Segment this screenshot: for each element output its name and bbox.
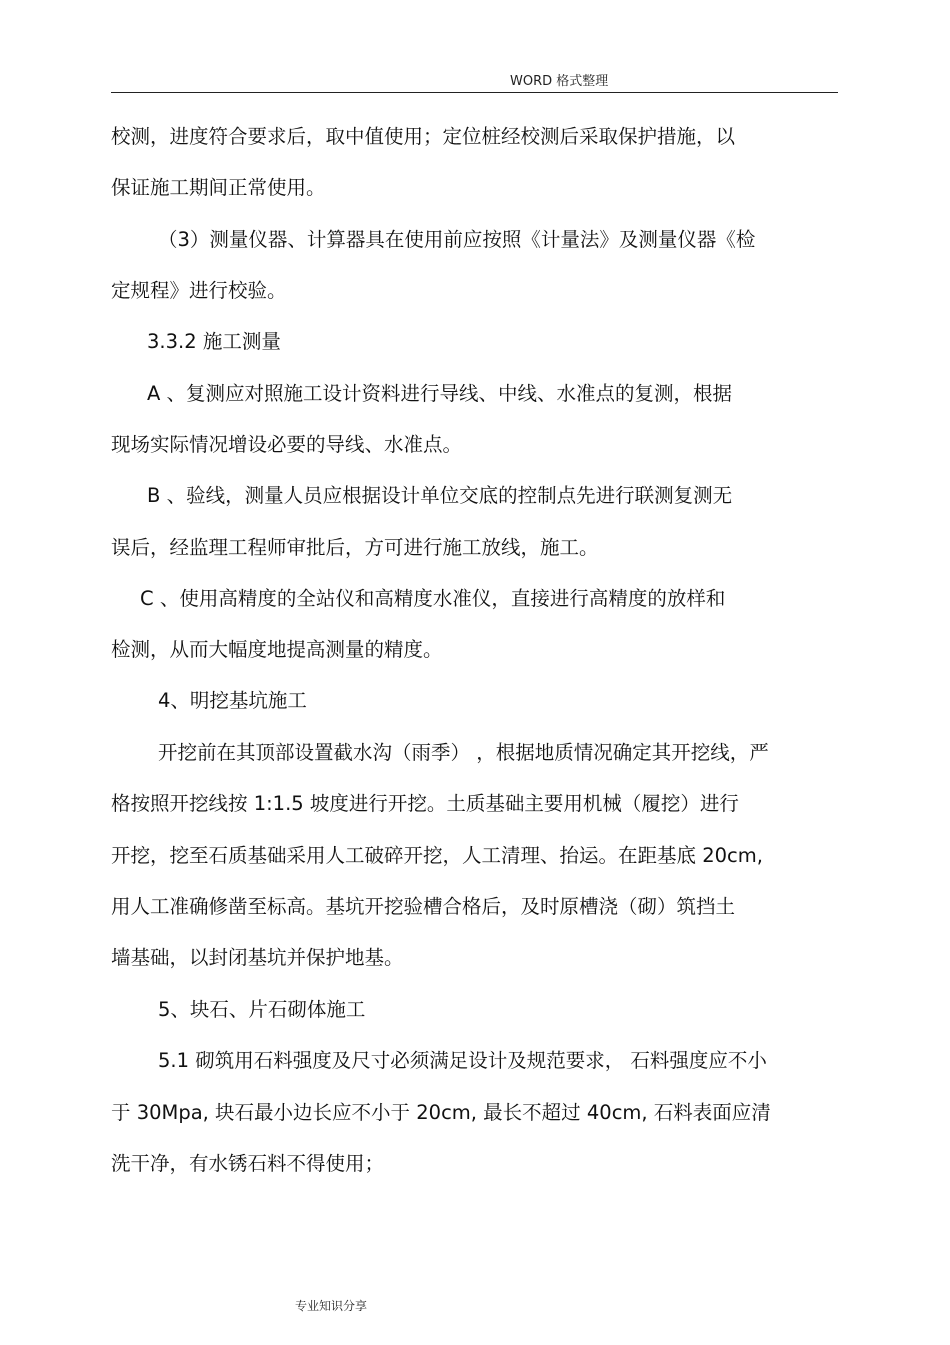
- text-line: 误后，经监理工程师审批后，方可进行施工放线，施工。: [111, 536, 599, 559]
- header-divider: [111, 92, 838, 93]
- text-line: 开挖，挖至石质基础采用人工破碎开挖，人工清理、抬运。在距基底 20cm,: [111, 844, 763, 867]
- page-footer: 专业知识分享: [295, 1299, 368, 1313]
- text-line: 用人工准确修凿至标高。基坑开挖验槽合格后，及时原槽浇（砌）筑挡土: [111, 895, 736, 918]
- text-line: A 、复测应对照施工设计资料进行导线、中线、水准点的复测，根据: [147, 382, 733, 405]
- text-line: （3）测量仪器、计算器具在使用前应按照《计量法》及测量仪器《检: [158, 228, 756, 251]
- text-line: 检测，从而大幅度地提高测量的精度。: [111, 638, 443, 661]
- text-line: 开挖前在其顶部设置截水沟（雨季） ，根据地质情况确定其开挖线，严: [158, 741, 769, 764]
- text-line: 现场实际情况增设必要的导线、水准点。: [111, 433, 463, 456]
- text-line: 5.1 砌筑用石料强度及尺寸必须满足设计及规范要求， 石料强度应不小: [158, 1049, 767, 1072]
- text-line: 墙基础，以封闭基坑并保护地基。: [111, 946, 404, 969]
- section-heading: 5、块石、片石砌体施工: [158, 998, 366, 1021]
- text-line: 格按照开挖线按 1:1.5 坡度进行开挖。土质基础主要用机械（履挖）进行: [111, 792, 739, 815]
- text-line: B 、验线，测量人员应根据设计单位交底的控制点先进行联测复测无: [147, 484, 733, 507]
- text-line: 校测，进度符合要求后，取中值使用；定位桩经校测后采取保护措施，以: [111, 125, 736, 148]
- text-line: 洗干净，有水锈石料不得使用；: [111, 1152, 385, 1175]
- text-line: C 、使用高精度的全站仪和高精度水准仪，直接进行高精度的放样和: [140, 587, 726, 610]
- section-heading: 4、明挖基坑施工: [158, 689, 307, 712]
- text-line: 保证施工期间正常使用。: [111, 176, 326, 199]
- text-line: 定规程》进行校验。: [111, 279, 287, 302]
- section-heading: 3.3.2 施工测量: [147, 330, 281, 353]
- text-line: 于 30Mpa, 块石最小边长应不小于 20cm, 最长不超过 40cm, 石料表面应清: [111, 1101, 771, 1124]
- page-header: WORD 格式整理: [510, 74, 609, 89]
